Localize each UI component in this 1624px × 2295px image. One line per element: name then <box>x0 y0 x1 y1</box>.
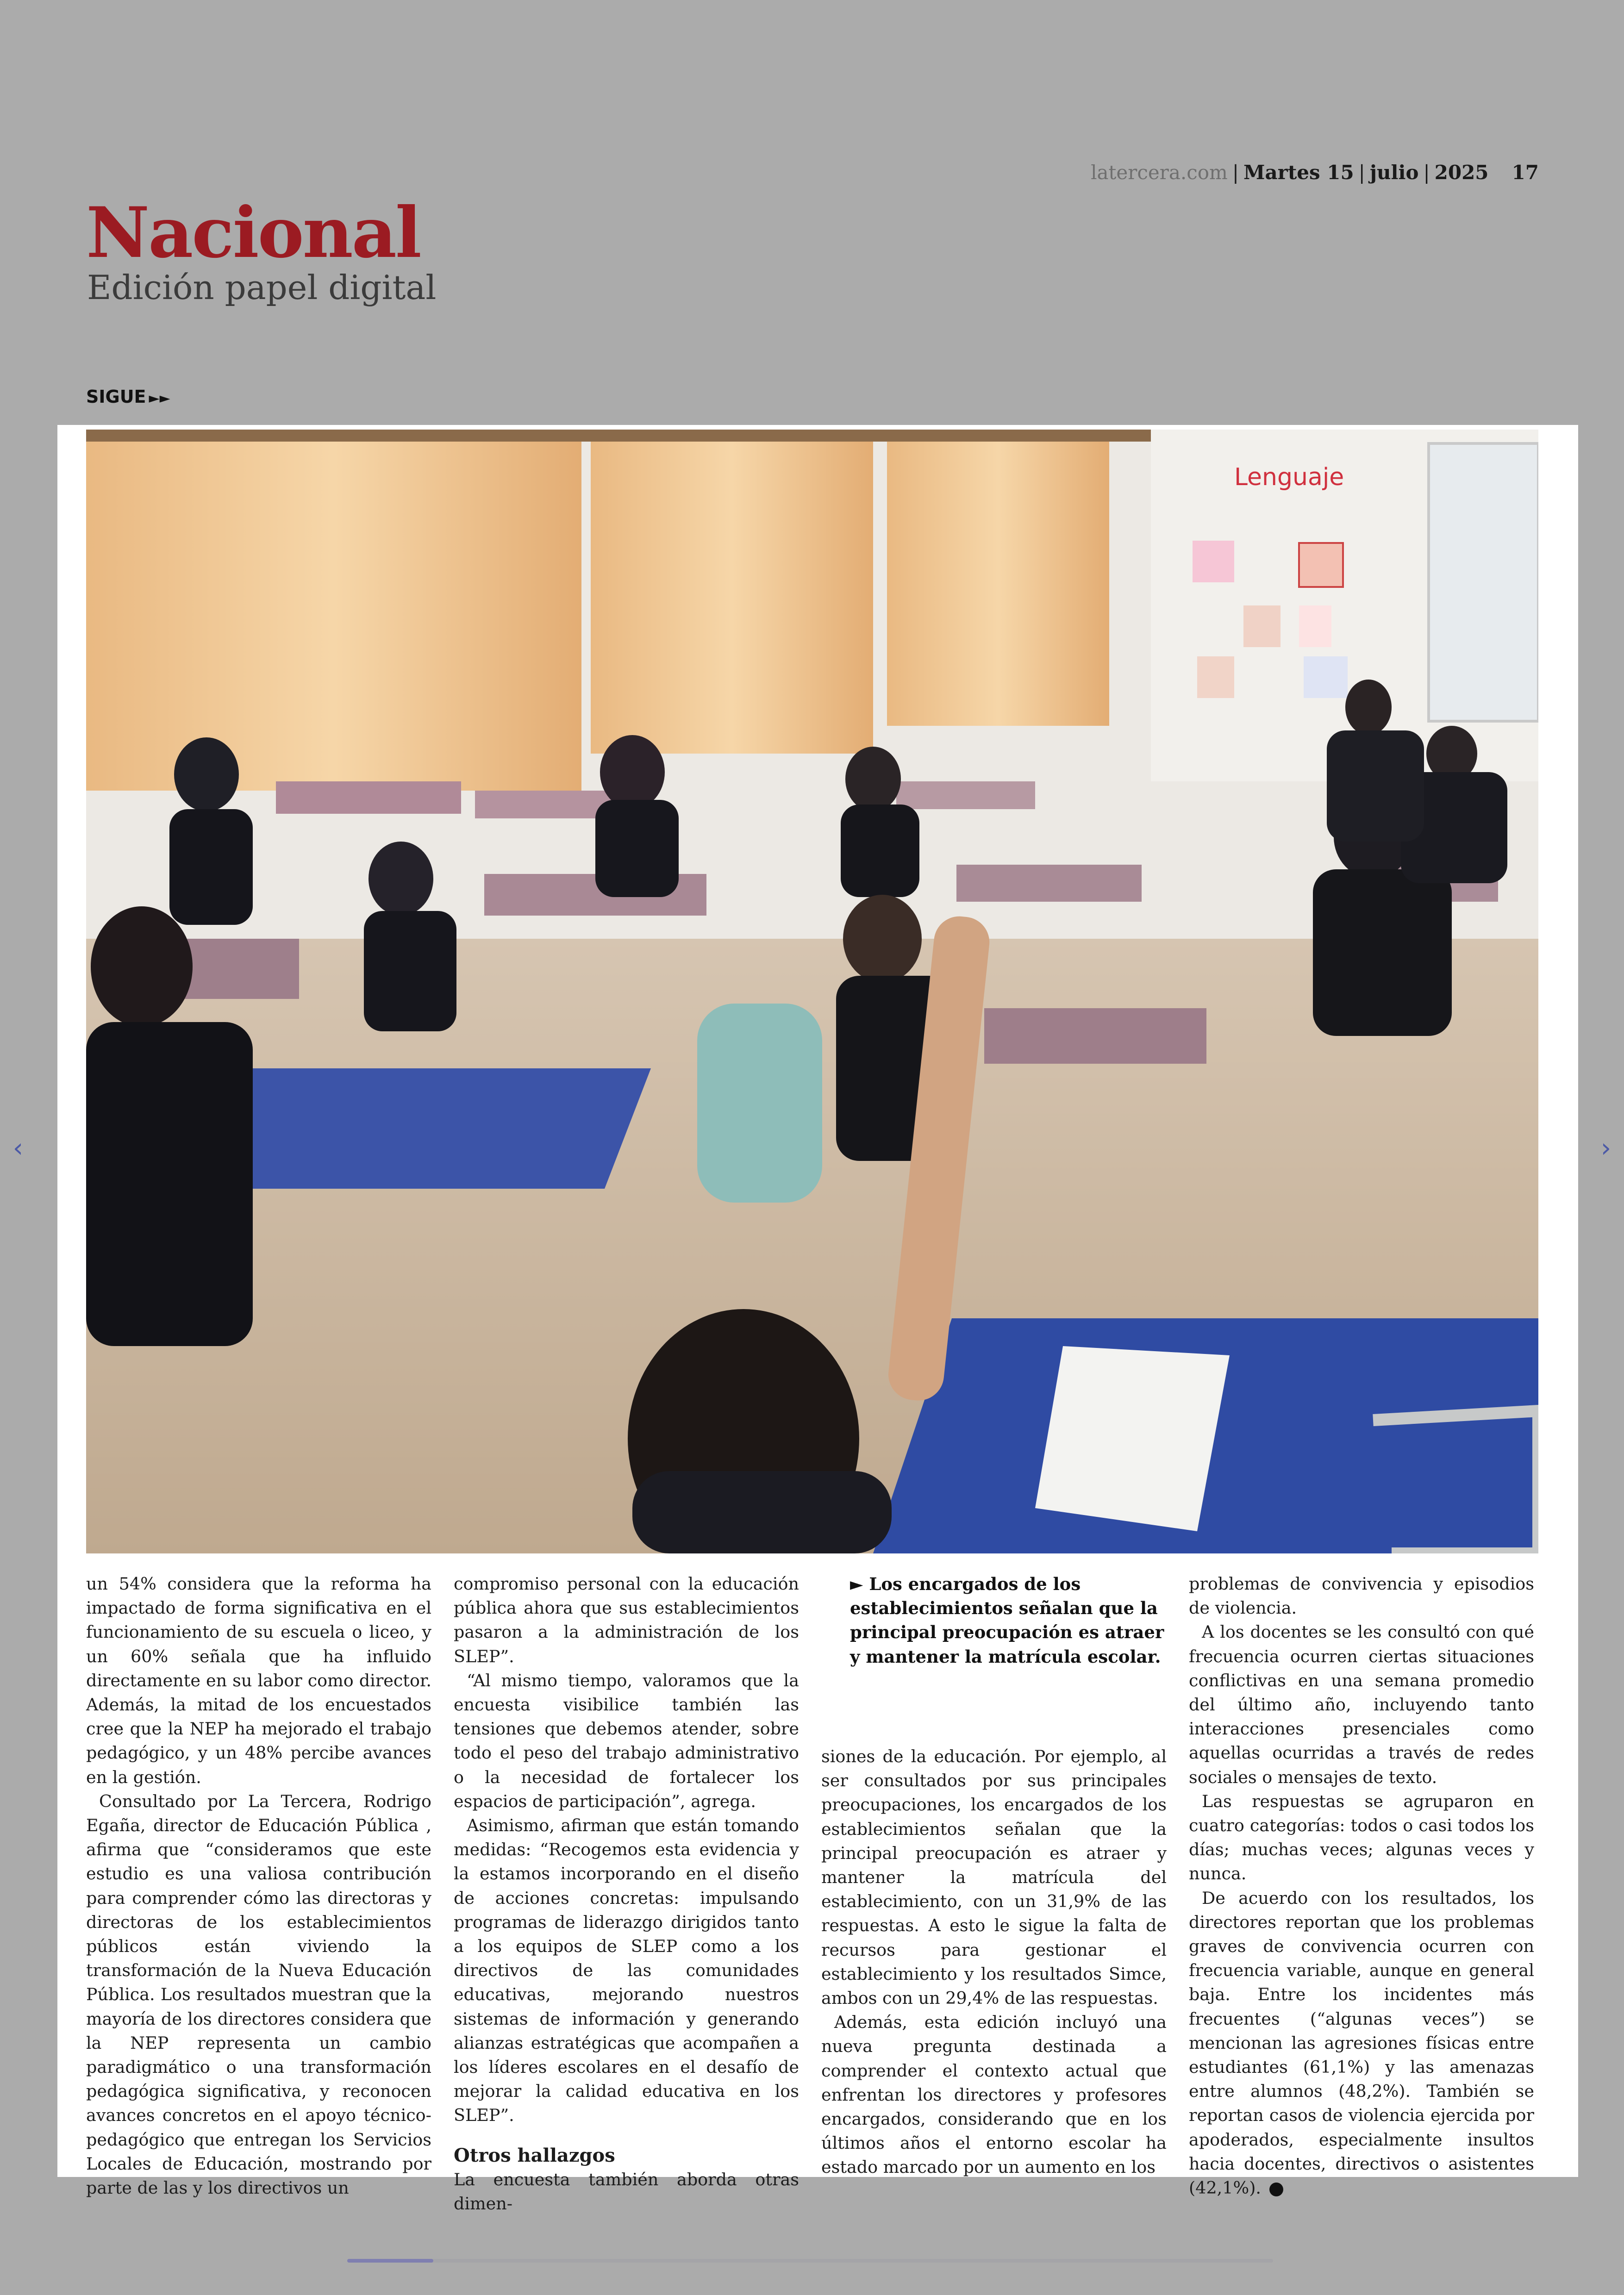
edition-subtitle: Edición papel digital <box>87 268 437 307</box>
year: 2025 <box>1434 161 1489 184</box>
classroom-photo <box>86 430 1538 1553</box>
paragraph: Además, esta edición incluyó una nueva pregunta destinada a comprender el contexto actual que enfrentan los directores y profesores encargados, considerando que en los últimos años el entorno escolar ha estado marcado por un aumento en los <box>821 2012 1167 2177</box>
pull-quote-text: Los encargados de los establecimientos señalan que la principal preocupación es atraer y mantener la matrícula escolar. <box>850 1574 1164 1667</box>
paragraph: A los docentes se les consultó con qué frecuencia ocurren ciertas situaciones conflictivas en una semana promedio del último año, incluyendo tanto interacciones presenciales como aquellas ocurridas a través de redes sociales o mensajes de texto. <box>1189 1622 1534 1787</box>
divider: | <box>1232 161 1239 184</box>
date-line <box>1091 161 1539 184</box>
column-3 <box>821 1745 1167 2180</box>
pull-quote <box>850 1572 1169 1669</box>
svg-text:Lenguaje: Lenguaje <box>1234 463 1344 491</box>
end-of-article-icon <box>1269 2183 1283 2196</box>
paragraph-text: De acuerdo con los resultados, los directores reportan que los problemas graves de convivencia ocurren con frecuencia variable, aunque en general baja. Entre los incidentes más frecuentes (“algunas veces”) se mencionan las agresiones físicas entre estudiantes (61,1%) y las amenazas entre alumnos (48,2%). También se reportan casos de violencia ejercida por apoderados, especialmente insultos hacia docentes, directivos o asistentes (42,1%). <box>1189 1888 1534 2198</box>
next-page-button[interactable] <box>1594 1132 1618 1164</box>
article-body <box>86 1572 1538 2214</box>
paragraph: compromiso personal con la educación pública ahora que sus establecimientos pasaron a la administración de los SLEP”. <box>454 1574 799 1666</box>
page-number: 17 <box>1512 161 1539 184</box>
chevron-left-icon: ‹ <box>12 1133 24 1163</box>
triangle-bullet-icon: ► <box>850 1574 863 1594</box>
month: julio <box>1369 161 1419 184</box>
sigue-label: SIGUE <box>86 387 146 407</box>
column-4 <box>1189 1572 1534 2200</box>
paragraph: Asimismo, afirman que están tomando medidas: “Recogemos esta evidencia y la estamos incorporando en el diseño de acciones concretas: impulsando programas de liderazgo dirigidos tanto a los equipos de SLEP como a los directivos de las comunidades educativas, mejorando nuestros sistemas de información y generando alianzas estratégicas que acompañen a los líderes escolares en el desafío de mejorar la calidad educativa en los SLEP”. <box>454 1815 799 2126</box>
paragraph: La encuesta también aborda otras dimen- <box>454 2169 799 2214</box>
column-1 <box>86 1572 431 2200</box>
column-2 <box>454 1572 799 2216</box>
subheading: Otros hallazgos <box>454 2144 615 2166</box>
page-progress-fill <box>347 2259 433 2263</box>
chevron-right-icon: › <box>1600 1133 1612 1163</box>
divider: | <box>1423 161 1430 184</box>
paragraph: Las respuestas se agruparon en cuatro categorías: todos o casi todos los días; muchas veces; algunas veces y nunca. <box>1189 1791 1534 1884</box>
site-name[interactable]: latercera.com <box>1091 161 1228 184</box>
weekday-day: Martes 15 <box>1243 161 1354 184</box>
paragraph: “Al mismo tiempo, valoramos que la encuesta visibilice también las tensiones que debemos atender, sobre todo el peso del trabajo administrativo o la necesidad de fortalecer los espacios de participación”, agrega. <box>454 1670 799 1811</box>
paragraph: problemas de convivencia y episodios de violencia. <box>1189 1574 1534 1618</box>
continue-marker <box>86 387 170 407</box>
paragraph: Consultado por La Tercera, Rodrigo Egaña, director de Educación Pública , afirma que “consideramos que este estudio es una valiosa contribución para comprender cómo las directoras y directoras de los establecimientos públicos están viviendo la transformación de la Nueva Educación Pública. Los resultados muestran que la mayoría de los directores considera que la NEP representa un cambio paradigmático o una transformación pedagógica significativa, y reconocen avances concretos en el apoyo técnico-pedagógico que entregan los Servicios Locales de Educación, mostrando por parte de las y los directivos un <box>86 1791 431 2198</box>
double-arrow-icon: ►► <box>149 390 170 406</box>
divider: | <box>1358 161 1365 184</box>
section-title: Nacional <box>86 192 420 274</box>
paragraph <box>1189 1886 1534 2201</box>
paragraph: un 54% considera que la reforma ha impactado de forma significativa en el funcionamiento de su escuela o liceo, y un 60% señala que ha influido directamente en su labor como director. Además, la mitad de los encuestados cree que la NEP ha mejorado el trabajo pedagógico, y un 48% percibe avances en la gestión. <box>86 1574 431 1787</box>
paragraph: siones de la educación. Por ejemplo, al ser consultados por sus principales preocupaciones, los encargados de los establecimientos señalan que la principal preocupación es atraer y mantener la matrícula del establecimiento, con un 31,9% de las respuestas. A esto le sigue la falta de recursos para gestionar el establecimiento y los resultados Simce, ambos con un 29,4% de las respuestas. <box>821 1746 1167 2008</box>
page-sheet <box>57 425 1578 2214</box>
previous-page-button[interactable] <box>6 1132 30 1164</box>
page-progress-bar[interactable] <box>347 2259 1273 2263</box>
